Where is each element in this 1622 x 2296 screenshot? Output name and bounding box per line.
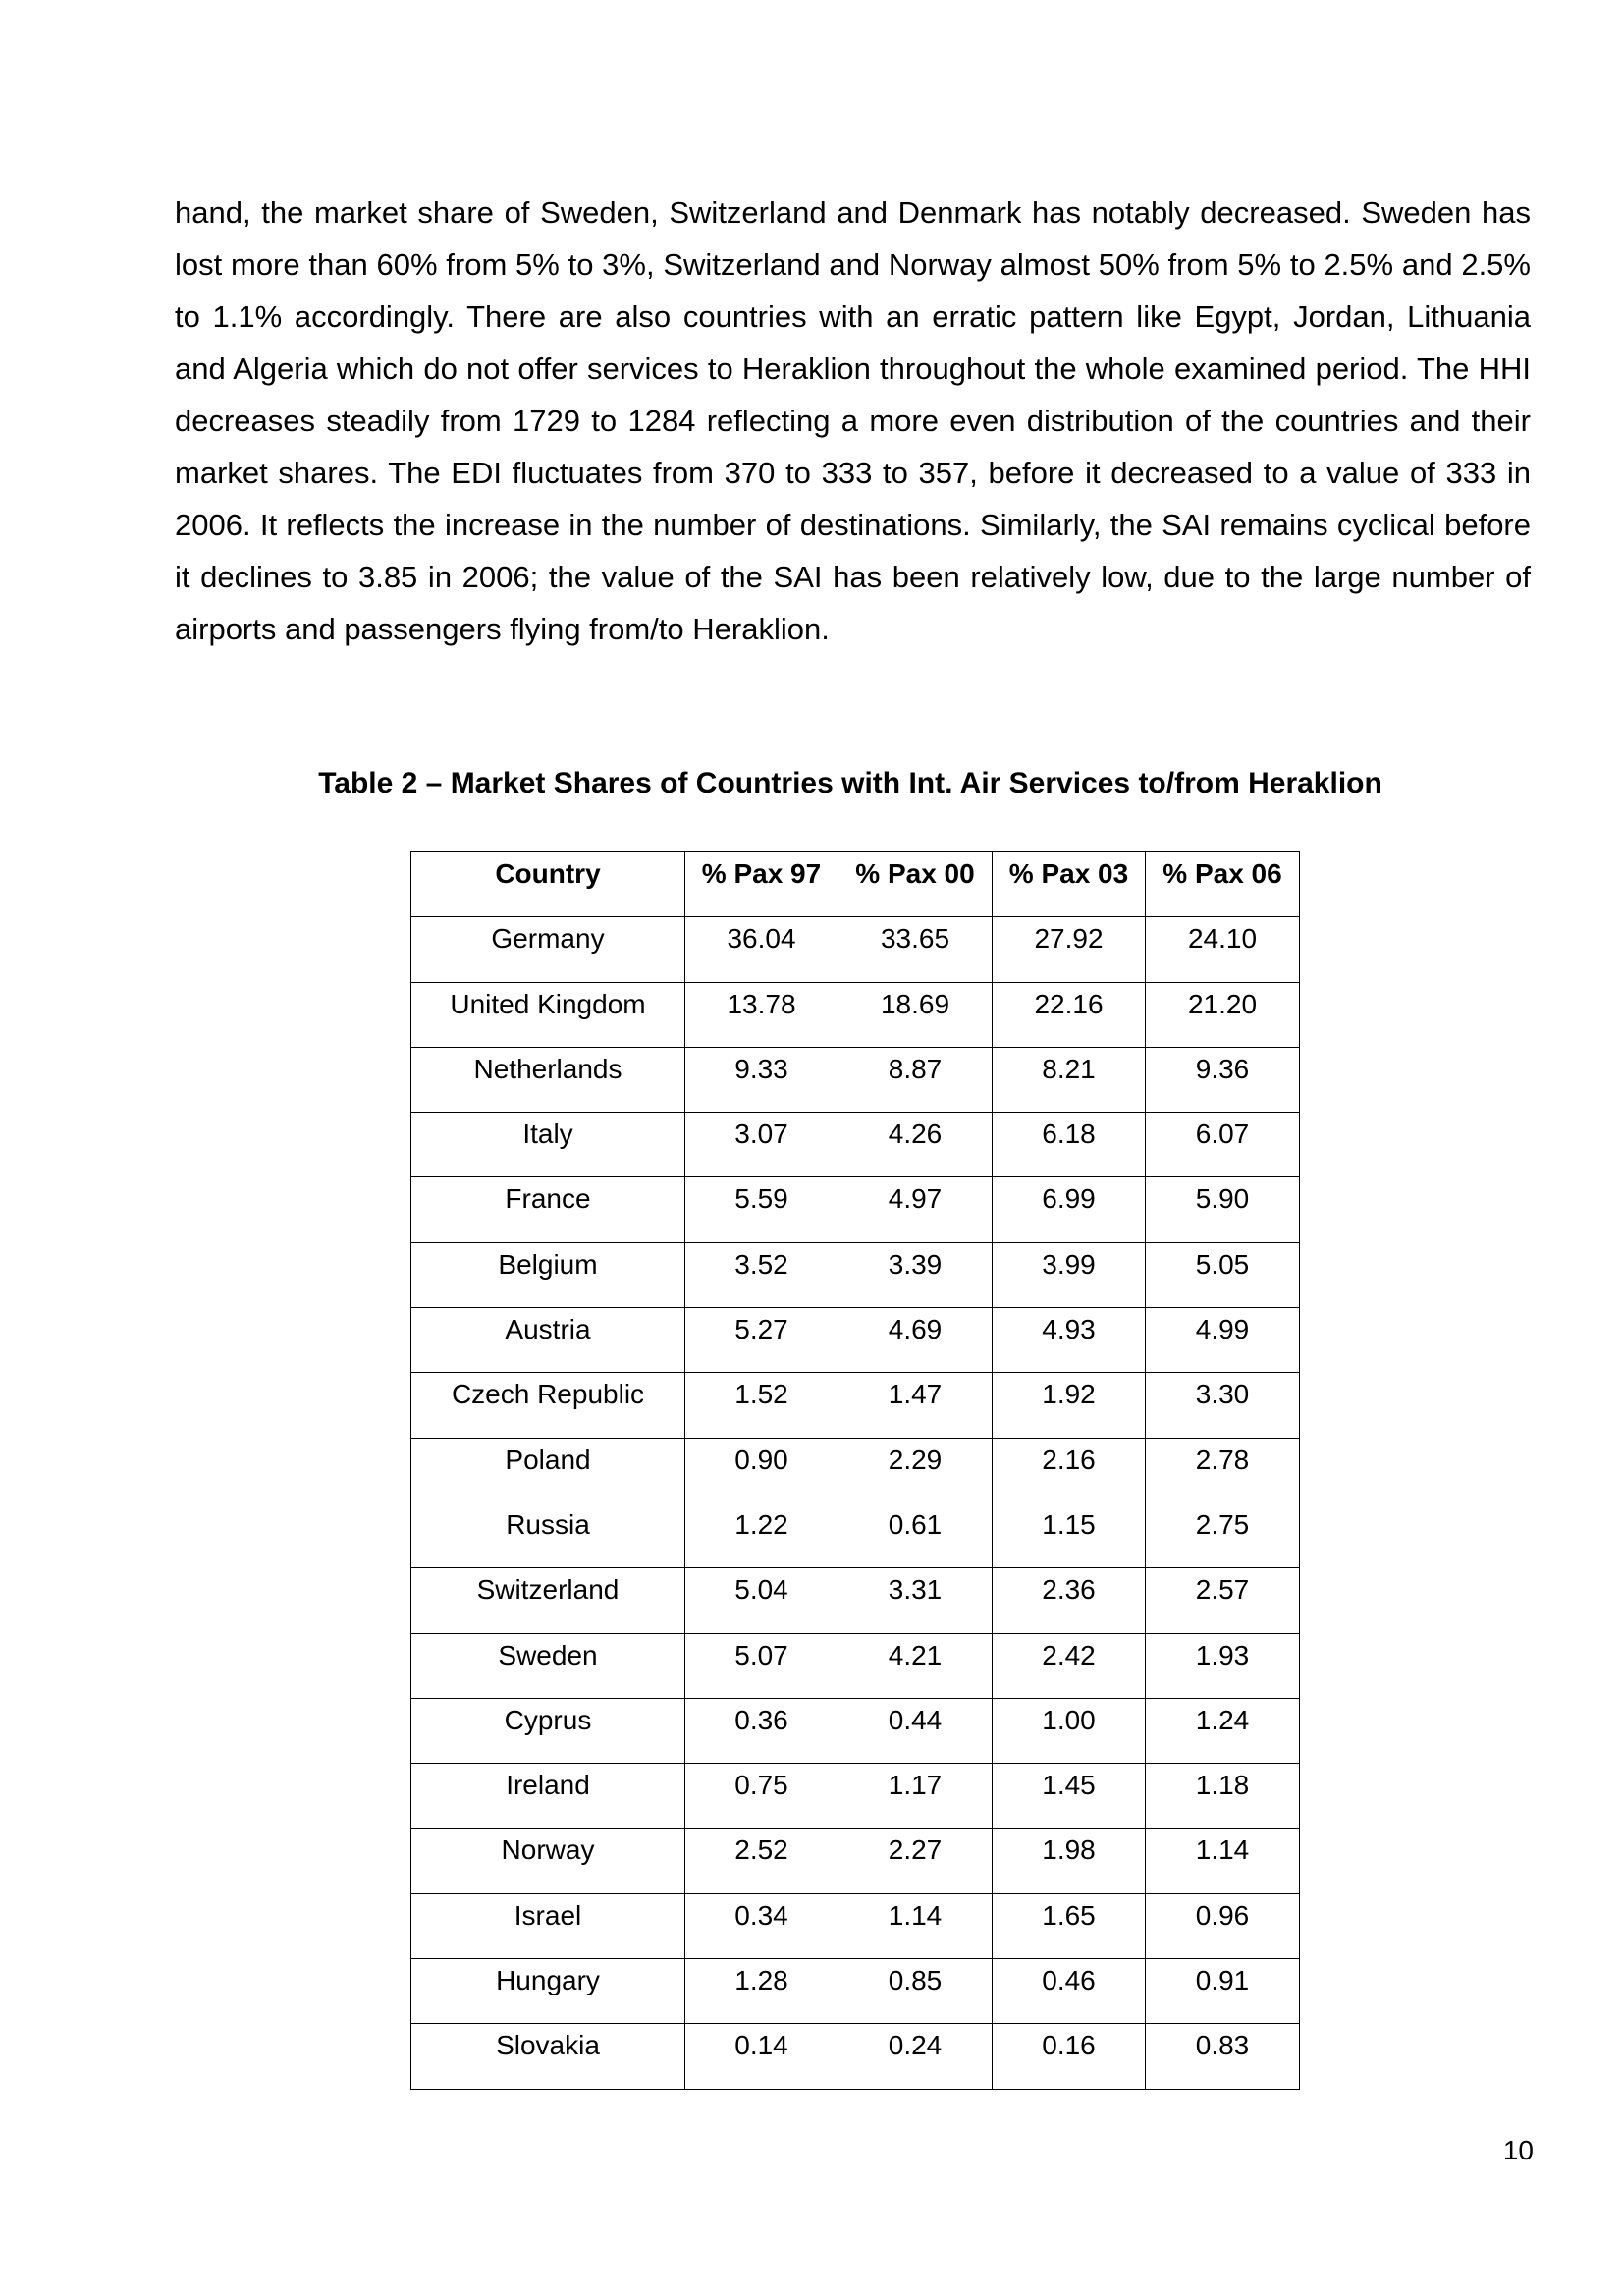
cell-pax-03: 1.98 <box>993 1829 1146 1893</box>
table-row <box>411 1568 1300 1633</box>
cell-pax-00: 4.26 <box>838 1113 993 1177</box>
cell-pax-06: 0.83 <box>1146 2024 1300 2089</box>
cell-country: Poland <box>411 1438 685 1503</box>
cell-pax-03: 1.45 <box>993 1764 1146 1829</box>
table-row <box>411 1113 1300 1177</box>
header-pax-03: % Pax 03 <box>993 852 1146 917</box>
cell-pax-97: 0.75 <box>685 1764 838 1829</box>
header-pax-06: % Pax 06 <box>1146 852 1300 917</box>
table-row <box>411 2024 1300 2089</box>
cell-pax-97: 5.59 <box>685 1177 838 1242</box>
cell-pax-00: 4.21 <box>838 1633 993 1698</box>
cell-pax-06: 1.18 <box>1146 1764 1300 1829</box>
table-row <box>411 1242 1300 1307</box>
cell-country: Sweden <box>411 1633 685 1698</box>
market-shares-table <box>410 851 1300 2090</box>
table-row <box>411 917 1300 982</box>
cell-pax-97: 5.07 <box>685 1633 838 1698</box>
cell-pax-03: 2.42 <box>993 1633 1146 1698</box>
table-row <box>411 1959 1300 2024</box>
cell-pax-06: 1.14 <box>1146 1829 1300 1893</box>
table-row <box>411 1047 1300 1112</box>
cell-pax-00: 2.29 <box>838 1438 993 1503</box>
header-country: Country <box>411 852 685 917</box>
cell-pax-06: 3.30 <box>1146 1373 1300 1438</box>
cell-country: United Kingdom <box>411 982 685 1047</box>
cell-pax-03: 2.36 <box>993 1568 1146 1633</box>
table-row <box>411 1829 1300 1893</box>
cell-pax-06: 9.36 <box>1146 1047 1300 1112</box>
cell-pax-03: 0.46 <box>993 1959 1146 2024</box>
cell-pax-00: 0.24 <box>838 2024 993 2089</box>
cell-pax-00: 33.65 <box>838 917 993 982</box>
cell-pax-00: 0.61 <box>838 1503 993 1567</box>
table-row <box>411 1308 1300 1373</box>
cell-pax-06: 4.99 <box>1146 1308 1300 1373</box>
cell-pax-97: 1.28 <box>685 1959 838 2024</box>
cell-pax-06: 1.93 <box>1146 1633 1300 1698</box>
table-row <box>411 1373 1300 1438</box>
cell-country: Czech Republic <box>411 1373 685 1438</box>
cell-pax-97: 1.52 <box>685 1373 838 1438</box>
cell-pax-03: 1.65 <box>993 1893 1146 1958</box>
cell-pax-06: 5.05 <box>1146 1242 1300 1307</box>
cell-pax-06: 1.24 <box>1146 1698 1300 1763</box>
cell-pax-03: 4.93 <box>993 1308 1146 1373</box>
cell-country: Italy <box>411 1113 685 1177</box>
cell-pax-03: 0.16 <box>993 2024 1146 2089</box>
cell-country: Belgium <box>411 1242 685 1307</box>
cell-pax-03: 6.18 <box>993 1113 1146 1177</box>
header-pax-97: % Pax 97 <box>685 852 838 917</box>
cell-pax-06: 0.91 <box>1146 1959 1300 2024</box>
cell-pax-97: 1.22 <box>685 1503 838 1567</box>
table-body <box>411 917 1300 2089</box>
table-row <box>411 1698 1300 1763</box>
cell-pax-06: 2.78 <box>1146 1438 1300 1503</box>
cell-pax-00: 3.39 <box>838 1242 993 1307</box>
cell-pax-97: 13.78 <box>685 982 838 1047</box>
cell-country: Switzerland <box>411 1568 685 1633</box>
cell-pax-00: 2.27 <box>838 1829 993 1893</box>
cell-pax-00: 0.85 <box>838 1959 993 2024</box>
cell-pax-00: 0.44 <box>838 1698 993 1763</box>
table-row <box>411 1764 1300 1829</box>
cell-pax-03: 8.21 <box>993 1047 1146 1112</box>
cell-pax-00: 1.14 <box>838 1893 993 1958</box>
cell-pax-03: 1.15 <box>993 1503 1146 1567</box>
cell-country: Norway <box>411 1829 685 1893</box>
cell-country: Cyprus <box>411 1698 685 1763</box>
cell-pax-00: 18.69 <box>838 982 993 1047</box>
table-row <box>411 1438 1300 1503</box>
cell-pax-97: 0.36 <box>685 1698 838 1763</box>
cell-country: Israel <box>411 1893 685 1958</box>
cell-country: Russia <box>411 1503 685 1567</box>
table-row <box>411 1177 1300 1242</box>
cell-country: Netherlands <box>411 1047 685 1112</box>
cell-country: Hungary <box>411 1959 685 2024</box>
cell-pax-97: 3.07 <box>685 1113 838 1177</box>
cell-country: Slovakia <box>411 2024 685 2089</box>
cell-pax-03: 1.92 <box>993 1373 1146 1438</box>
cell-pax-00: 1.17 <box>838 1764 993 1829</box>
cell-pax-97: 0.34 <box>685 1893 838 1958</box>
cell-pax-03: 22.16 <box>993 982 1146 1047</box>
cell-pax-97: 5.27 <box>685 1308 838 1373</box>
cell-pax-06: 24.10 <box>1146 917 1300 982</box>
table-row <box>411 1893 1300 1958</box>
cell-pax-00: 4.97 <box>838 1177 993 1242</box>
cell-pax-00: 1.47 <box>838 1373 993 1438</box>
cell-pax-97: 5.04 <box>685 1568 838 1633</box>
table-row <box>411 1633 1300 1698</box>
cell-pax-06: 6.07 <box>1146 1113 1300 1177</box>
cell-pax-97: 2.52 <box>685 1829 838 1893</box>
cell-pax-06: 0.96 <box>1146 1893 1300 1958</box>
cell-pax-97: 0.90 <box>685 1438 838 1503</box>
cell-country: France <box>411 1177 685 1242</box>
cell-pax-97: 3.52 <box>685 1242 838 1307</box>
cell-pax-03: 6.99 <box>993 1177 1146 1242</box>
cell-country: Austria <box>411 1308 685 1373</box>
cell-pax-97: 9.33 <box>685 1047 838 1112</box>
cell-pax-00: 3.31 <box>838 1568 993 1633</box>
cell-pax-06: 5.90 <box>1146 1177 1300 1242</box>
cell-pax-00: 8.87 <box>838 1047 993 1112</box>
cell-pax-06: 21.20 <box>1146 982 1300 1047</box>
cell-country: Germany <box>411 917 685 982</box>
table-caption: Table 2 – Market Shares of Countries with Int. Air Services to/from Heraklion <box>318 767 1382 799</box>
table-row <box>411 1503 1300 1567</box>
table-row <box>411 982 1300 1047</box>
cell-country: Ireland <box>411 1764 685 1829</box>
cell-pax-03: 27.92 <box>993 917 1146 982</box>
cell-pax-03: 1.00 <box>993 1698 1146 1763</box>
cell-pax-00: 4.69 <box>838 1308 993 1373</box>
cell-pax-06: 2.75 <box>1146 1503 1300 1567</box>
cell-pax-03: 3.99 <box>993 1242 1146 1307</box>
cell-pax-03: 2.16 <box>993 1438 1146 1503</box>
header-pax-00: % Pax 00 <box>838 852 993 917</box>
table-header-row <box>411 852 1300 917</box>
cell-pax-06: 2.57 <box>1146 1568 1300 1633</box>
body-paragraph: hand, the market share of Sweden, Switzerland and Denmark has notably decreased. Sweden has lost more than 60% from 5% to 3%, Switzerland and Norway almost 50% from 5% to 2.5% and 2.5% to 1.1% accordingly. There are also countries with an erratic pattern like Egypt, Jordan, Lithuania and Algeria which do not offer services to Heraklion throughout the whole examined period. The HHI decreases steadily from 1729 to 1284 reflecting a more even distribution of the countries and their market shares. The EDI fluctuates from 370 to 333 to 357, before it decreased to a value of 333 in 2006. It reflects the increase in the number of destinations. Similarly, the SAI remains cyclical before it declines to 3.85 in 2006; the value of the SAI has been relatively low, due to the large number of airports and passengers flying from/to Heraklion. <box>175 195 1531 646</box>
page-number: 10 <box>1502 2135 1534 2165</box>
cell-pax-97: 0.14 <box>685 2024 838 2089</box>
cell-pax-97: 36.04 <box>685 917 838 982</box>
